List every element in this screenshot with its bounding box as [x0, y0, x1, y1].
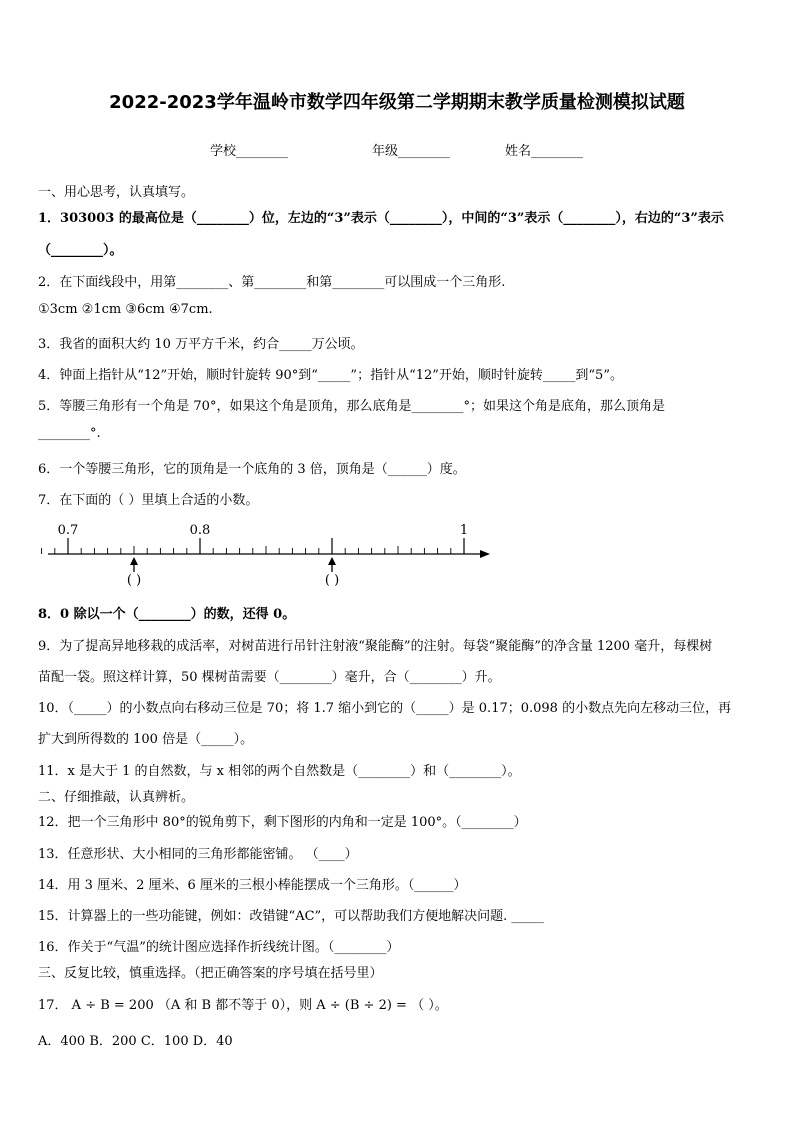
- question-11: 11．x 是大于 1 的自然数，与 x 相邻的两个自然数是（________）和（________）。: [38, 764, 521, 779]
- question-10-line-2: 扩大到所得数的 100 倍是（_____）。: [38, 732, 254, 747]
- question-14: 14．用 3 厘米、2 厘米、6 厘米的三根小棒能摆成一个三角形。（______）: [38, 878, 467, 893]
- question-5-line-2: ________°.: [38, 426, 101, 441]
- tick-label-0-7: 0.7: [57, 523, 79, 538]
- question-1-line-1: 1．303003 的最高位是（________）位，左边的“3”表示（________），中间的“3”表示（________），右边的“3”表示: [38, 211, 724, 226]
- tick-label-0-8: 0.8: [189, 523, 211, 538]
- question-3: 3．我省的面积大约 10 万平方千米，约合_____万公顷。: [38, 337, 364, 352]
- section-3-heading: 三、反复比较，慎重选择。（把正确答案的序号填在括号里）: [38, 966, 383, 981]
- question-9-line-2: 苗配一袋。照这样计算，50 棵树苗需要（________）毫升，合（________）升。: [38, 670, 501, 685]
- number-line-blank-2: ( ): [324, 573, 340, 588]
- up-arrow-icon-2: [328, 557, 336, 572]
- question-13: 13．任意形状、大小相同的三角形都能密铺。 （____）: [38, 847, 358, 862]
- question-9-line-1: 9．为了提高异地移栽的成活率，对树苗进行吊针注射液“聚能酶”的注射。每袋“聚能酶”的净含量 1200 毫升，每棵树: [38, 639, 713, 654]
- question-10-line-1: 10．（_____）的小数点向右移动三位是 70；将 1.7 缩小到它的（_____）是 0.17；0.098 的小数点先向左移动三位，再: [38, 701, 732, 716]
- section-1-heading: 一、用心思考，认真填写。: [38, 185, 195, 200]
- question-17: 17． A ÷ B = 200 （A 和 B 都不等于 0），则 A ÷ (B ÷ 2) = （ ）。: [38, 998, 448, 1013]
- number-line-blank-1: ( ): [126, 573, 142, 588]
- question-1-line-2: （________）。: [38, 243, 123, 258]
- question-7: 7．在下面的（ ）里填上合适的小数。: [38, 493, 259, 508]
- page-title: 2022-2023学年温岭市数学四年级第二学期期末教学质量检测模拟试题: [109, 92, 685, 113]
- question-6: 6．一个等腰三角形，它的顶角是一个底角的 3 倍，顶角是（______）度。: [38, 462, 466, 477]
- question-15: 15．计算器上的一些功能键，例如：改错键“AC”，可以帮助我们方便地解决问题. _____: [38, 909, 544, 924]
- up-arrow-icon-1: [130, 557, 138, 572]
- question-12: 12．把一个三角形中 80°的锐角剪下，剩下图形的内角和一定是 100°。（________）: [38, 815, 527, 830]
- grade-field: 年级________: [372, 144, 451, 159]
- number-line-arrowhead: [480, 550, 490, 558]
- school-field: 学校________: [210, 144, 289, 159]
- tick-label-1: 1: [459, 523, 469, 538]
- section-2-heading: 二、仔细推敲，认真辨析。: [38, 790, 195, 805]
- question-8: 8．0 除以一个（________）的数，还得 0。: [38, 607, 296, 622]
- question-2-options: ①3cm ②1cm ③6cm ④7cm.: [38, 302, 213, 317]
- question-2: 2．在下面线段中，用第________、第________和第________可以围成一个三角形.: [38, 275, 506, 290]
- number-line-ticks: [42, 538, 464, 554]
- question-16: 16．作关于“气温”的统计图应选择作折线统计图。（________）: [38, 940, 400, 955]
- question-5-line-1: 5．等腰三角形有一个角是 70°，如果这个角是顶角，那么底角是________°；如果这个角是底角，那么顶角是: [38, 399, 665, 414]
- name-field: 姓名________: [505, 144, 584, 159]
- question-17-options: A．400 B．200 C．100 D．40: [38, 1034, 233, 1049]
- question-4: 4．钟面上指针从“12”开始，顺时针旋转 90°到“_____”；指针从“12”开始，顺时针旋转_____到“5”。: [38, 368, 623, 383]
- number-line-figure: [38, 520, 508, 590]
